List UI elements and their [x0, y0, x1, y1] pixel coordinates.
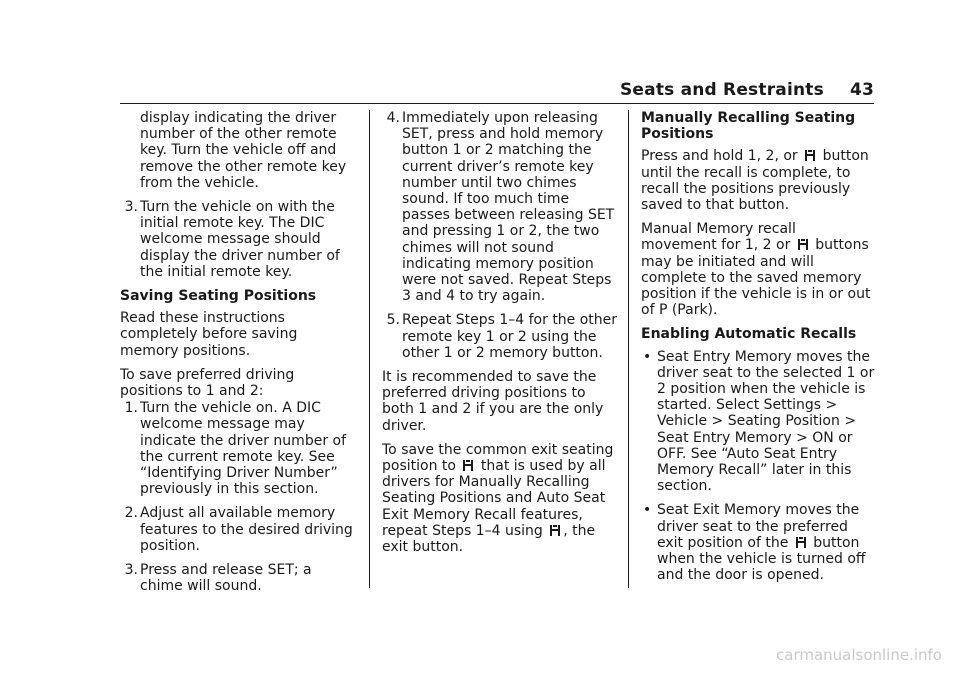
paragraph: To save preferred driving positions to 1 and 2: — [120, 366, 295, 400]
paragraph-exit-position: To save the common exit seating position to that is used by all drivers for Manually Recalling Seating Positions and Auto Seat Exit Memory Recall features, repeat Steps 1–4 using , the exit button. — [382, 441, 614, 556]
step-5 — [382, 312, 618, 361]
column-1 — [120, 110, 358, 602]
step-3-initial — [120, 199, 358, 280]
bullet-icon: • — [643, 348, 652, 365]
column-2 — [382, 110, 618, 563]
section-title: Seats and Restraints — [619, 80, 824, 100]
column-divider — [369, 110, 370, 588]
step-text: Repeat Steps 1–4 for the other remote key 1 or 2 using the other 1 or 2 memory button. — [402, 312, 618, 361]
column-divider — [628, 110, 629, 588]
step-1 — [120, 400, 358, 497]
step-number: 3. — [124, 199, 138, 216]
step-text: Turn the vehicle on. A DIC welcome message may indicate the driver number of the current remote key. See “Identifying Driver Number” previously in this section. — [140, 400, 347, 498]
page-number: 43 — [849, 80, 874, 100]
bullet-seat-exit-memory: • Seat Exit Memory moves the driver seat to the preferred exit position of the button when the vehicle is turned off and the door is opened. — [643, 502, 866, 584]
seat-exit-memory-icon — [461, 459, 475, 472]
bullet-icon: • — [643, 502, 652, 519]
step-2 — [120, 505, 358, 554]
seat-exit-memory-icon — [803, 149, 817, 162]
column-3 — [641, 110, 877, 591]
seat-exit-memory-icon — [794, 536, 808, 549]
step-number: 1. — [124, 400, 138, 417]
seat-exit-memory-icon — [548, 524, 562, 537]
paragraph: Read these instructions completely before saving memory positions. — [120, 310, 298, 359]
step-number: 5. — [386, 312, 400, 329]
paragraph: Manual Memory recall movement for 1, 2 or buttons may be initiated and will complete to the saved memory position if the vehicle is in or out of P (Park). — [641, 221, 871, 319]
step-number: 2. — [124, 505, 138, 522]
step-number: 3. — [124, 562, 138, 579]
heading-saving-seating-positions: Saving Seating Positions — [120, 288, 317, 305]
continued-step-text: display indicating the driver number of the other remote key. Turn the vehicle off and remove the other remote key from the vehicle. — [140, 110, 347, 191]
step-number: 4. — [386, 110, 400, 126]
step-text: Press and release SET; a chime will sound. — [140, 562, 312, 595]
step-3 — [120, 562, 358, 594]
step-text: Immediately upon releasing SET, press and hold memory button 1 or 2 matching the current driver’s remote key number until two chimes sound. If too much time passes between releasing SET and pressing 1 or 2, the two chimes will not sound indicating memory position were not saved. Repeat Steps 3 and 4 to try again. — [402, 110, 615, 305]
paragraph: It is recommended to save the preferred driving positions to both 1 and 2 if you are the only driver. — [382, 369, 604, 434]
page-header — [620, 80, 874, 100]
step-text: Adjust all available memory features to the desired driving position. — [140, 505, 353, 554]
header-rule — [120, 103, 874, 104]
seat-exit-memory-icon — [796, 238, 810, 251]
heading-enabling-automatic-recalls: Enabling Automatic Recalls — [641, 326, 857, 343]
step-text: Turn the vehicle on with the initial remote key. The DIC welcome message should display the driver number of the initial remote key. — [140, 199, 340, 280]
step-4 — [382, 110, 618, 304]
paragraph: Press and hold 1, 2, or button until the recall is complete, to recall the positions previously saved to that button. — [641, 148, 869, 214]
heading-manually-recalling: Manually Recalling Seating Positions — [641, 110, 856, 143]
watermark: carmanualsonline.info — [776, 646, 942, 664]
bullet-seat-entry-memory: • Seat Entry Memory moves the driver seat to the selected 1 or 2 position when the vehicle is started. Select Settings > Vehicle > Seating Position > Seat Entry Memory > ON or OFF. See “Auto Seat Entry Memory Recall” later in this section. — [643, 348, 875, 495]
